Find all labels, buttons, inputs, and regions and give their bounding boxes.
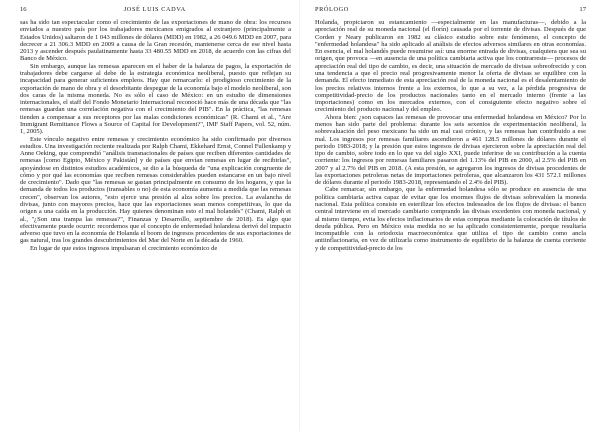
paragraph: En lugar de que estos ingresos impulsaran el crecimiento económico de bbox=[30, 244, 218, 252]
left-page-header bbox=[20, 6, 291, 16]
right-page-number: 17 bbox=[579, 6, 586, 13]
paragraph: Este vínculo negativo entre remesas y crecimiento económico ha sido confirmado por diversos estudios. Una investigación reciente realizada por Ralph Chami, Ekkehard Ernst, Connel Fullenkamp y Anne Oeking, que comprendió "análisis transnacionales de países que reciben diferentes cantidades de remesas [como Egipto, México y Pakistán] y de países que envían remesas en lugar de recibirlas", apoyándose en distintos estudios académicos, se dio a la búsqueda de "una explicación congruente de cómo y por qué las economías que reciben remesas considerables pueden estancarse en un bajo nivel de crecimiento". Dado que "las remesas se gastan principalmente en consumo de los hogares, y que la demanda de todos los productos (transables o no) de esta economía aumenta a medida que las remesas crecen", observan los autores, "esto ejerce una presión al alza sobre los precios. La avalancha de divisas, junto con mayores precios, hace que las exportaciones sean menos competitivas, lo que da origen a una caída en la producción. Hay quienes denominan esto el mal holandés" (Chami, Ralph et al., "¿Son una trampa las remesas?", Finanzas y Desarrollo, septiembre de 2018). Es algo que efectivamente puede ocurrir: recordemos que el concepto de enfermedad holandesa derivó del impacto adverso que tuvo en la economía de Holanda el boom de ingresos procedentes de sus exportaciones de gas natural, tras los grandes descubrimientos del Mar del Norte en la década de 1960. bbox=[20, 135, 291, 245]
right-running-head: PRÓLOGO bbox=[315, 6, 349, 13]
left-running-head: JOSÉ LUIS CADVA bbox=[123, 6, 186, 13]
paragraph: Cabe remarcar, sin embargo, que la enfermedad holandesa sólo se produce en ausencia de una política cambiaria activa capaz de evitar que los enormes flujos de divisas sobrevalúen la moneda nacional. Esta política consiste en esterilizar los efectos indeseados de los flujos de divisas: el banco central interviene en el mercado cambiario comprando las divisas excedentes con moneda nacional, y al mismo tiempo, evita los efectos inflacionarios de estas compras mediante la colocación de títulos de deuda pública. Pero en México esta medida no se ha aplicado consistentemente, porque resultaría incompatible con la ortodoxia macroeconómica que utiliza el tipo de cambio como ancla antiinflacionaria, en vez de utilizarla como instrumento de equilibrio de la balanza de cuenta corriente y de competitividad-precio de los bbox=[315, 186, 586, 252]
left-page-number: 16 bbox=[20, 6, 27, 13]
paragraph: sas ha sido tan espectacular como el crecimiento de las exportaciones de mano de obra: los recursos enviados a nuestro país por los trabajadores mexicanos emigrados al extranjero (principalmente a Estados Unidos) saltaron de 1 043 millones de dólares (MDD) en 1982, a 26 049.6 MDD en 2007, para decrecer a 21 306.3 MDD en 2009 a causa de la Gran recesión, mantenerse cerca de ese nivel hasta 2013 y ascender después paulatinamente hasta 33 480.55 MDD en 2018, de acuerdo con las cifras del Banco de México. bbox=[20, 19, 291, 63]
right-page-header bbox=[315, 6, 586, 16]
left-body-text bbox=[20, 19, 291, 252]
paragraph: Holanda, propiciaron su estancamiento —especialmente en las manufacturas—, debido a la apreciación real de su moneda nacional (el florín) causada por el torrente de divisas. Después de que Corden y Neary publicaron en 1982 su clásico estudio sobre este fenómeno, el concepto de "enfermedad holandesa" ha sido aplicado al análisis de efectos adversos similares en otras economías. En esencia, el mal holandés puede resumirse así: una enorme entrada de divisas, cualquiera que sea su origen, que provoca —en ausencia de una política cambiaria activa que los contrarreste— procesos de apreciación real del tipo de cambio, es decir, una situación de mercado de divisas sobreofrecido y con una tendencia a que el precio real progresivamente menor la oferta de divisas se equilibre con la demanda. El efecto inmediato de esta apreciación real de la moneda nacional es el desalentamiento de los precios relativos internos frente a los externos, lo que a su vez, a la pérdida progresiva de competitividad-precio de los productos nacionales tanto en el mercado interno (frente a las importaciones) como en los mercados externos, con el consiguiente efecto negativo sobre el crecimiento del producto nacional y del empleo. bbox=[315, 19, 586, 114]
right-body-text bbox=[315, 19, 586, 252]
right-page bbox=[300, 0, 600, 431]
paragraph: Sin embargo, aunque las remesas aparecen en el haber de la balanza de pagos, la exportación de trabajadores debe cargarse al debe de la estrategia económica neoliberal, puesto que reflejan su incapacidad para generar suficientes empleos. Hay que remarcarlo: el prodigioso crecimiento de la exportación de mano de obra y el desorbitante despegue de la economía bajo el modelo neoliberal, son dos caras de la misma moneda. No es sólo el caso de México: en un estudio de dimensiones internacionales, el staff del Fondo Monetario Internacional reconoció hace más de una década que "las remesas guardan una correlación negativa con el crecimiento del PIB". En la práctica, "las remesas tienden a compensar a sus receptores por las malas condiciones económicas" (R. Chami et al., "Are Immigrant Remittance Flows a Source of Capital for Development?", IMF Staff Papers, vol. 52, núm. 1, 2005). bbox=[20, 62, 291, 136]
paragraph: Ahora bien: ¿son capaces las remesas de provocar una enfermedad holandesa en México? Por lo menos han sido parte del problema: durante los seis sexenios de experimentación neoliberal, la sobrevaluación del peso mexicano ha sido un mal casi crónico, y las remesas han contribuido a ese mal. Los ingresos por remesas familiares ascendieron a 461 128.5 millones de dólares durante el periodo 1983-2018; y la presión que estos ingresos de divisas ejercieron sobre la apreciación real del tipo de cambio, sobre todo en lo que va del siglo XXI, puede inferirse de su contribución a la cuenta corriente: los ingresos por remesas familiares pasaron del 1.13% del PIB en 2000, al 2.5% del PIB en 2007 y al 2.7% del PIB en 2018. (A esta presión, se agregaron los ingresos de divisas procedentes de las exportaciones petroleras netas de importaciones petroleras, que alcanzaron los 431 572.1 millones de dólares durante el periodo 1983-2018, representando el 2.4% del PIB). bbox=[315, 113, 586, 187]
